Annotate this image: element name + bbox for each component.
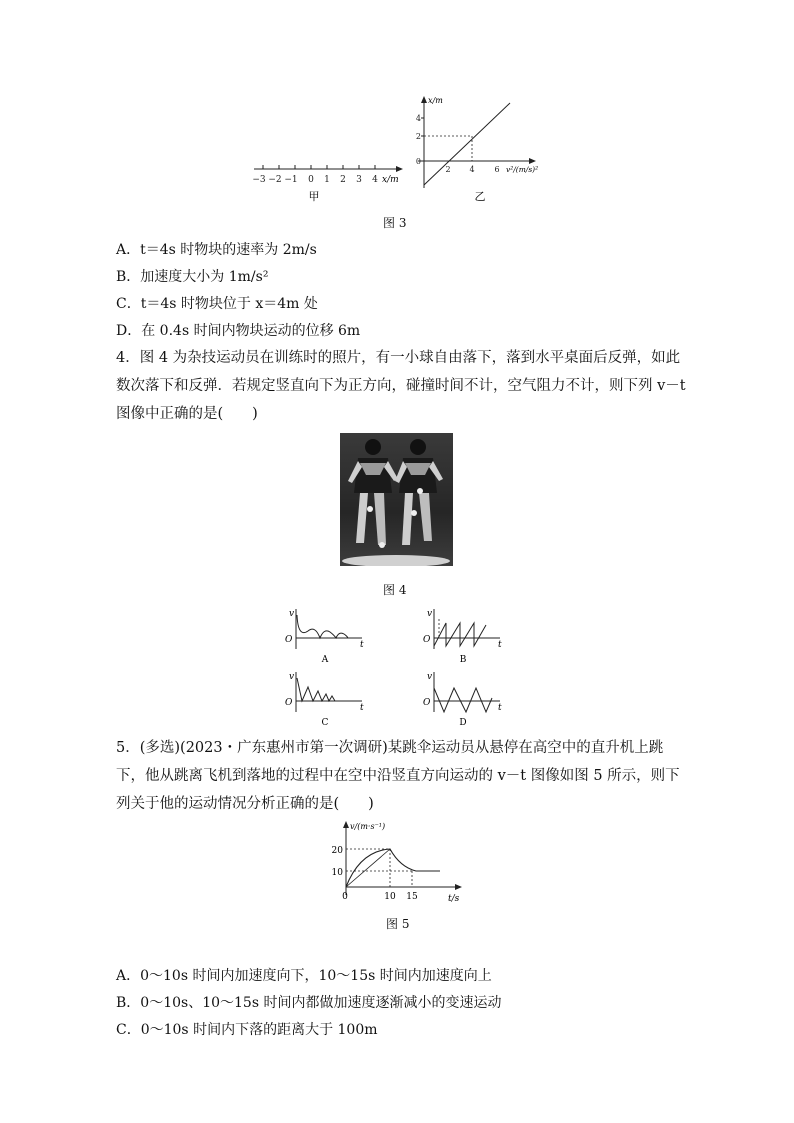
- option-d: D．在 0.4s 时间内物块运动的位移 6m: [116, 323, 361, 339]
- vt-graph-c: [282, 668, 368, 730]
- tick-label: 1: [324, 175, 330, 185]
- figure-caption: 图 3: [383, 216, 407, 230]
- figure-label-jia: 甲: [308, 190, 320, 203]
- tick-label: 0: [415, 157, 421, 166]
- axis-v-label: v: [427, 672, 433, 682]
- graph-label: D: [459, 718, 467, 728]
- option-a: A．t＝4s 时物块的速率为 2m/s: [116, 242, 317, 258]
- figure-caption: 图 5: [386, 917, 410, 931]
- origin-label: O: [285, 698, 293, 708]
- figure-5-vt-graph: [320, 817, 470, 907]
- graph-label: A: [321, 655, 329, 665]
- origin-label: O: [423, 698, 431, 708]
- x-axis-label: t/s: [448, 894, 460, 904]
- tick-label: −3: [252, 175, 266, 185]
- tick-label: −2: [268, 175, 282, 185]
- graph-label: B: [459, 655, 467, 665]
- axis-t-label: t: [498, 703, 502, 713]
- option-b: B．加速度大小为 1m/s²: [116, 269, 269, 285]
- tick-label: 4: [372, 175, 378, 185]
- tick-label: 15: [406, 892, 418, 902]
- axis-t-label: t: [498, 640, 502, 650]
- question-4-text: 4．图 4 为杂技运动员在训练时的照片，有一小球自由落下，落到水平桌面后反弹，如此数次落下和反弹．若规定竖直向下为正方向，碰撞时间不计，空气阻力不计，则下列 v－t 图像中正确的是( ): [116, 350, 686, 422]
- axis-label: x/m: [382, 175, 399, 185]
- y-axis-label: v/(m·s⁻¹): [350, 822, 386, 831]
- juggler-photo: [340, 433, 453, 566]
- tick-label: 2: [415, 132, 421, 141]
- figure-caption: 图 4: [383, 583, 407, 597]
- question-5-text: 5．(多选)(2023・广东惠州市第一次调研)某跳伞运动员从悬停在高空中的直升机上跳下，他从跳离飞机到落地的过程中在空中沿竖直方向运动的 v－t 图像如图 5 所示，则下列关于他的运动情况分析正确的是( ): [116, 740, 680, 812]
- tick-label: 2: [445, 165, 451, 174]
- option-b: B．0～10s、10～15s 时间内都做加速度逐渐减小的变速运动: [116, 995, 502, 1011]
- tick-label: 3: [356, 175, 362, 185]
- tick-label: 0: [308, 175, 314, 185]
- tick-label: 6: [494, 165, 500, 174]
- vt-graph-b: [420, 605, 506, 667]
- option-c: C．0～10s 时间内下落的距离大于 100m: [116, 1022, 378, 1038]
- vt-graph-d: [420, 668, 506, 730]
- tick-label: 10: [384, 892, 396, 902]
- tick-label: 4: [415, 114, 421, 123]
- graph-label: C: [321, 718, 329, 728]
- figure-label-yi: 乙: [474, 190, 486, 203]
- origin-label: O: [285, 635, 293, 645]
- vt-graph-a: [282, 605, 368, 667]
- axis-v-label: v: [289, 672, 295, 682]
- tick-label: 0: [342, 892, 348, 902]
- origin-label: O: [423, 635, 431, 645]
- y-axis-label: x/m: [428, 96, 443, 105]
- axis-v-label: v: [289, 609, 295, 619]
- axis-t-label: t: [360, 640, 364, 650]
- tick-label: 10: [331, 868, 343, 878]
- figure-3: [240, 90, 560, 210]
- tick-label: 4: [469, 165, 475, 174]
- axis-t-label: t: [360, 703, 364, 713]
- tick-label: 20: [331, 846, 343, 856]
- option-c: C．t＝4s 时物块位于 x＝4m 处: [116, 296, 318, 312]
- axis-v-label: v: [427, 609, 433, 619]
- tick-label: −1: [284, 175, 298, 185]
- option-a: A．0～10s 时间内加速度向下，10～15s 时间内加速度向上: [116, 968, 492, 984]
- tick-label: 2: [340, 175, 346, 185]
- x-axis-label: v²/(m/s)²: [506, 165, 539, 174]
